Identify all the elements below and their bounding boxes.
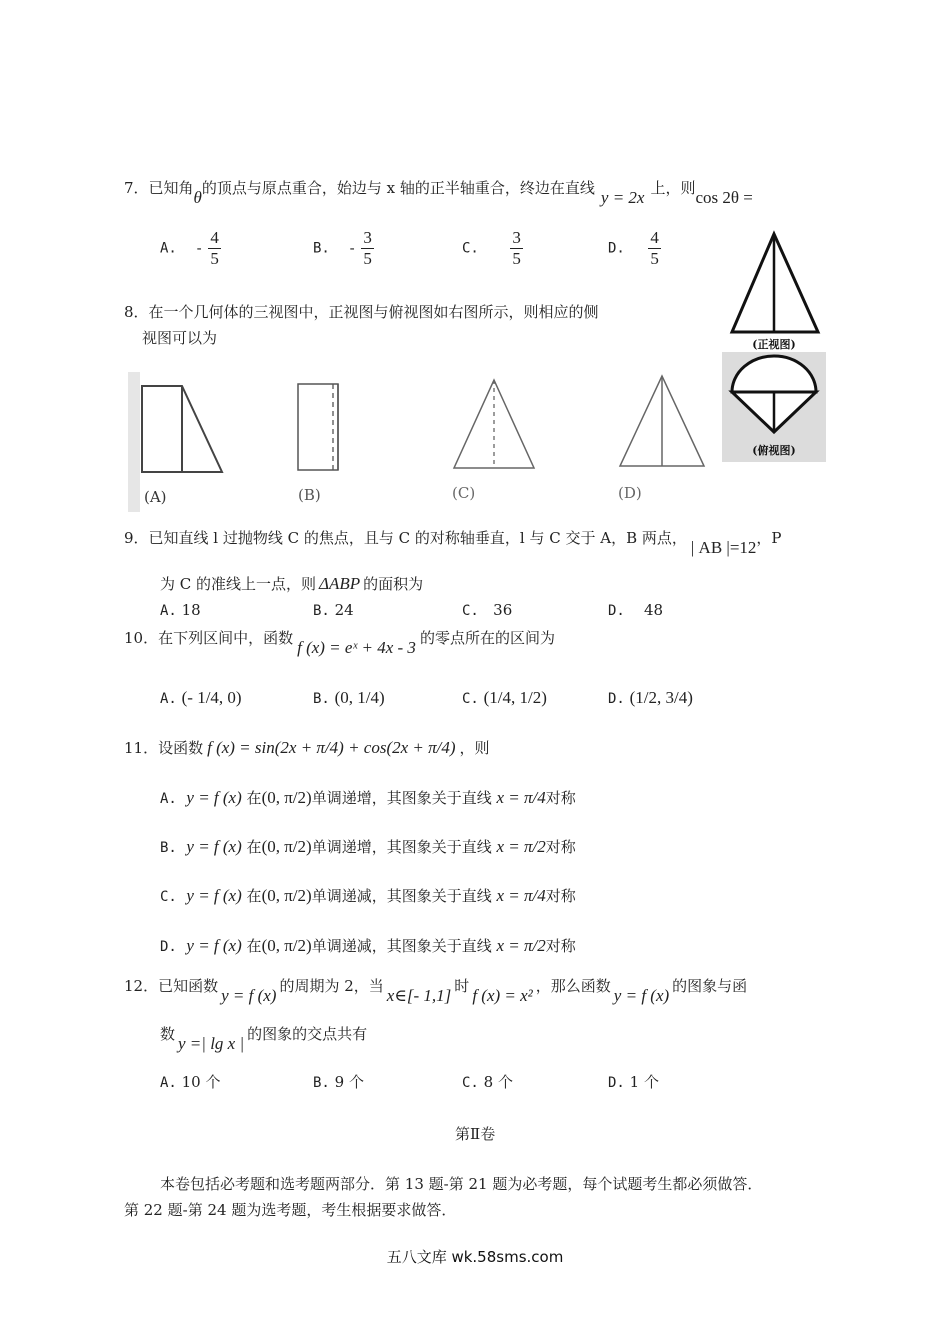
q8-stem-line1: 8．在一个几何体的三视图中，正视图与俯视图如右图所示，则相应的侧 — [124, 303, 599, 321]
q7-option-c[interactable]: C. $\frac{3}{5}$ — [462, 228, 521, 268]
footer-site[interactable]: 五八文库 wk.58sms.com — [386, 1248, 564, 1266]
q7-theta: θ — [193, 188, 202, 207]
q7-target: cos 2θ = — [695, 188, 753, 207]
q7-c-fraction: $\frac{3}{5}$ — [512, 228, 521, 268]
q11-func: f (x) = sin(2x + π/4) + cos(2x + π/4) — [207, 738, 456, 757]
q7-option-b[interactable]: B. - $\frac{3}{5}$ — [313, 228, 372, 268]
q8-label-c: (C) — [452, 484, 476, 502]
q8-label-d: (D) — [618, 484, 642, 502]
q7-text-a: 7．已知角 — [124, 179, 194, 197]
q10-option-c[interactable]: C. (1/4, 1/2) — [462, 688, 547, 707]
front-view-caption: (正视图) — [752, 338, 796, 351]
q9-stem-line1: 9．已知直线 l 过抛物线 C 的焦点，且与 C 的对称轴垂直，l 与 C 交于 A，B 两点， | AB |=12，P — [124, 529, 782, 557]
q8-label-b: (B) — [298, 486, 321, 504]
q12-stem-line1: 12．已知函数 y = f (x) 的周期为 2，当 x∈[- 1,1] 时 f (x) = x² ，那么函数 y = f (x) 的图象与函 — [124, 977, 748, 1005]
q9-stem-line2: 为 C 的准线上一点，则 ΔABP 的面积为 — [160, 574, 424, 593]
q9-option-c[interactable]: C. 36 — [462, 601, 513, 619]
q9-triangle: ΔABP — [319, 574, 361, 593]
top-view-caption: (俯视图) — [752, 444, 796, 457]
q7-option-a[interactable]: A. - $\frac{4}{5}$ — [160, 228, 219, 268]
q9-option-d[interactable]: D. 48 — [608, 601, 664, 619]
q10-option-a[interactable]: A. (- 1/4, 0) — [160, 688, 242, 707]
q12-option-a[interactable]: A. 10 个 — [160, 1073, 221, 1091]
q10-option-b[interactable]: B. (0, 1/4) — [313, 688, 385, 707]
q8-stem-line2: 视图可以为 — [142, 329, 218, 347]
q7-text-c: 上，则 — [650, 179, 696, 197]
q9-option-a[interactable]: A. 18 — [160, 601, 201, 619]
q9-option-b[interactable]: B. 24 — [313, 601, 354, 619]
q12-option-b[interactable]: B. 9 个 — [313, 1073, 364, 1091]
q7-b-fraction: $\frac{3}{5}$ — [363, 228, 372, 268]
part2-paragraph-line2: 第 22 题-第 24 题为选考题，考生根据要求做答． — [124, 1201, 457, 1219]
q10-func: f (x) = eˣ + 4x - 3 — [297, 638, 416, 657]
q8-label-a: (A) — [144, 488, 167, 506]
q12-stem-line2: 数 y =| lg x | 的图象的交点共有 — [160, 1025, 368, 1053]
q9-ab-eq: | AB |=12 — [690, 538, 757, 557]
q7-option-d[interactable]: D. $\frac{4}{5}$ — [608, 228, 659, 268]
q11-option-c[interactable]: C. y = f (x) 在(0, π/2)单调递减，其图象关于直线 x = π/4对称 — [160, 886, 576, 905]
q8-option-figures — [128, 372, 718, 512]
q7-a-fraction: $\frac{4}{5}$ — [210, 228, 219, 268]
part2-paragraph-line1: 本卷包括必考题和选考题两部分．第 13 题-第 21 题为必考题，每个试题考生都必须做答． — [160, 1175, 763, 1193]
part2-title: 第Ⅱ卷 — [455, 1125, 496, 1143]
front-view-figure — [722, 228, 826, 352]
top-view-figure — [722, 352, 826, 462]
q10-stem: 10．在下列区间中，函数 f (x) = eˣ + 4x - 3 的零点所在的区间为 — [124, 629, 555, 657]
q12-option-c[interactable]: C. 8 个 — [462, 1073, 513, 1091]
q12-option-d[interactable]: D. 1 个 — [608, 1073, 659, 1091]
q7-d-fraction: $\frac{4}{5}$ — [650, 228, 659, 268]
q10-option-d[interactable]: D. (1/2, 3/4) — [608, 688, 693, 707]
q11-option-d[interactable]: D. y = f (x) 在(0, π/2)单调递减，其图象关于直线 x = π/2对称 — [160, 936, 576, 955]
q11-option-b[interactable]: B. y = f (x) 在(0, π/2)单调递增，其图象关于直线 x = π/2对称 — [160, 837, 576, 856]
q7-stem — [124, 178, 753, 207]
q11-option-a[interactable]: A. y = f (x) 在(0, π/2)单调递增，其图象关于直线 x = π/4对称 — [160, 788, 576, 807]
q11-stem: 11．设函数 f (x) = sin(2x + π/4) + cos(2x + π/4) ，则 — [124, 738, 490, 757]
q7-line-eq: y = 2x — [600, 188, 645, 207]
q7-text-b: 的顶点与原点重合，始边与 x 轴的正半轴重合，终边在直线 — [201, 179, 595, 197]
